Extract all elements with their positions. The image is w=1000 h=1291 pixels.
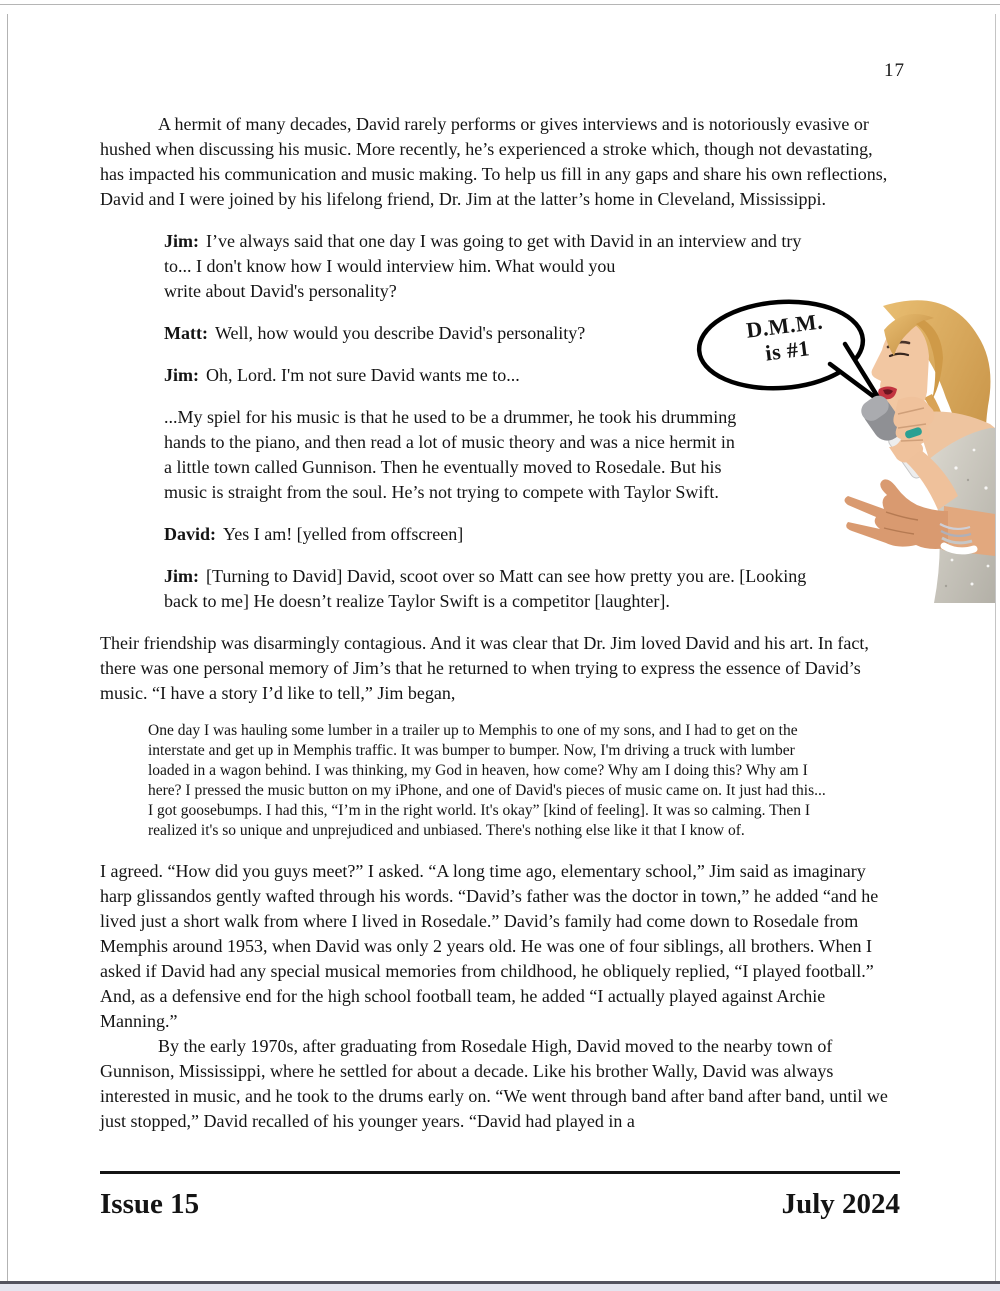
article-body xyxy=(100,112,900,1134)
interview-utterance-jim-spiel xyxy=(164,405,900,505)
speaker-label: Jim: xyxy=(164,566,199,586)
speaker-label: David: xyxy=(164,524,217,544)
dialogue-line: to... I don't know how I would interview him. What would you xyxy=(164,256,616,276)
speech-bubble-line1: D.M.M. xyxy=(744,308,825,343)
speaker-label: Matt: xyxy=(164,323,208,343)
dialogue-line: Oh, Lord. I'm not sure David wants me to... xyxy=(206,365,520,385)
dialogue-line: back to me] He doesn’t realize Taylor Swift is a competitor [laughter]. xyxy=(164,591,670,611)
footer-issue: Issue 15 xyxy=(100,1188,200,1220)
speech-bubble-line2: is #1 xyxy=(763,335,812,366)
dialogue-line: Yes I am! [yelled from offscreen] xyxy=(223,524,464,544)
footer-rule xyxy=(100,1171,900,1174)
dialogue-line: [Turning to David] David, scoot over so Matt can see how pretty you are. [Looking xyxy=(206,566,807,586)
interview-utterance-david xyxy=(164,522,900,547)
dialogue-line: music is straight from the soul. He’s not trying to compete with Taylor Swift. xyxy=(164,482,719,502)
dialogue-line: hands to the piano, and then read a lot of music theory and was a nice hermit in xyxy=(164,432,735,452)
gunnison-paragraph: By the early 1970s, after graduating from Rosedale High, David moved to the nearby town of Gunnison, Mississippi, where he settled for about a decade. Like his brother Wally, David was always interested in music, and he took to the drums early on. “We went through band after band after band, until we just stopped,” David recalled of his younger years. “David had played in a xyxy=(100,1036,888,1131)
page-border-right xyxy=(995,14,996,1281)
dialogue-line: I’ve always said that one day I was going to get with David in an interview and try xyxy=(206,231,802,251)
dialogue-line: Well, how would you describe David's personality? xyxy=(214,323,586,343)
speaker-label: Jim: xyxy=(164,365,199,385)
opening-paragraph: A hermit of many decades, David rarely performs or gives interviews and is notoriously evasive or hushed when discussing his music. More recently, he’s experienced a stroke which, though not devastating, has impacted his communication and music making. To help us fill in any gaps and share his own reflections, David and I were joined by his lifelong friend, Dr. Jim at the latter’s home in Cleveland, Mississippi. xyxy=(100,114,888,209)
dialogue-line: write about David's personality? xyxy=(164,281,397,301)
meeting-paragraph: I agreed. “How did you guys meet?” I asked. “A long time ago, elementary school,” Jim said as imaginary harp glissandos gently wafted through his words. “David’s father was the doctor in town,” he added “and he lived just a short walk from where I lived in Rosedale.” David’s family had come down to Rosedale from Memphis around 1953, when David was only 2 years old. He was one of four siblings, all brothers. When I asked if David had any special musical memories from childhood, he obliquely replied, “I played football.” And, as a defensive end for the high school football team, he added “I actually played against Archie Manning.” xyxy=(100,861,879,1031)
taylor-swift-singing-photo xyxy=(828,298,995,603)
interview-utterance-jim-1 xyxy=(164,229,900,304)
friendship-paragraph: Their friendship was disarmingly contagious. And it was clear that Dr. Jim loved David and his art. In fact, there was one personal memory of Jim’s that he returned to when trying to express the essence of David’s music. “I have a story I’d like to tell,” Jim began, xyxy=(100,633,869,703)
viewer-bottom-bar xyxy=(0,1284,1000,1291)
dialogue-line: ...My spiel for his music is that he used to be a drummer, he took his drumming xyxy=(164,407,737,427)
interview-transcript xyxy=(164,229,900,614)
jim-story-blockquote: One day I was hauling some lumber in a trailer up to Memphis to one of my sons, and I had to get on the interstate and get up in Memphis traffic. It was bumper to bumper. Now, I'm driving a truck with lumber loaded in a wagon behind. I was thinking, my God in heaven, how come? Why am I doing this? Why am I here? I pressed the music button on my iPhone, and one of David's pieces of music came on. It just had this... I got goosebumps. I had this, “I’m in the right world. It's okay” [kind of feeling]. It was so calming. Then I realized it's so unique and unprejudiced and unbiased. There's nothing else like it that I know of. xyxy=(148,722,826,839)
page-border-top xyxy=(0,4,1000,5)
interview-utterance-jim-3 xyxy=(164,564,900,614)
page-border-left xyxy=(7,14,8,1281)
page-number: 17 xyxy=(884,60,905,81)
speaker-label: Jim: xyxy=(164,231,199,251)
dialogue-line: a little town called Gunnison. Then he eventually moved to Rosedale. But his xyxy=(164,457,722,477)
footer-date: July 2024 xyxy=(781,1188,900,1220)
